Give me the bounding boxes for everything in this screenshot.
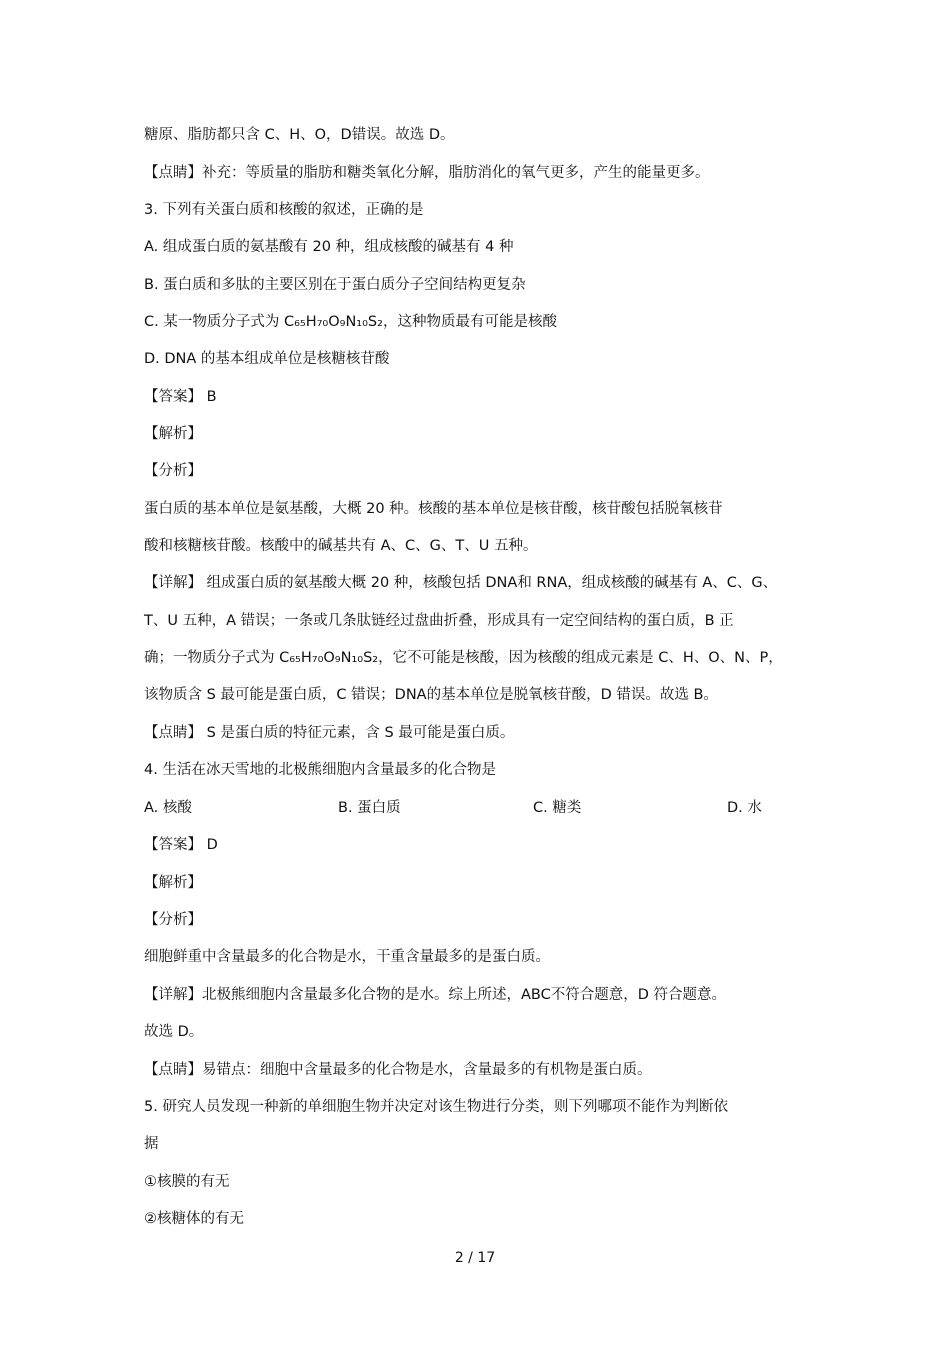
option-c: C. 糖类 — [533, 800, 582, 816]
text-line: 蛋白质的基本单位是氨基酸，大概 20 种。核酸的基本单位是核苷酸，核苷酸包括脱氧核苷 — [144, 501, 723, 517]
option-a: A. 核酸 — [144, 800, 192, 816]
option-c: C. 某一物质分子式为 C₆₅H₇₀O₉N₁₀S₂，这种物质最有可能是核酸 — [144, 314, 557, 330]
page-number: 2 / 17 — [454, 1250, 496, 1266]
list-item: ①核膜的有无 — [144, 1174, 230, 1190]
text-line: 确；一物质分子式为 C₆₅H₇₀O₉N₁₀S₂，它不可能是核酸，因为核酸的组成元素是 C、H、O、N、P， — [144, 650, 783, 666]
answer-line: 【答案】 D — [144, 837, 218, 853]
question-4-stem: 4. 生活在冰天雪地的北极熊细胞内含量最多的化合物是 — [144, 762, 496, 778]
answer-line: 【答案】 B — [144, 389, 217, 405]
option-b: B. 蛋白质 — [338, 800, 401, 816]
section-heading: 【分析】 — [144, 463, 202, 479]
question-3-stem: 3. 下列有关蛋白质和核酸的叙述，正确的是 — [144, 202, 424, 218]
text-line: 据 — [144, 1136, 159, 1152]
text-line: T、U 五种，A 错误；一条或几条肽链经过盘曲折叠，形成具有一定空间结构的蛋白质，B 正 — [144, 613, 734, 629]
text-line: 【详解】北极熊细胞内含量最多化合物的是水。综上所述，ABC不符合题意，D 符合题意。 — [144, 987, 727, 1003]
list-item: ②核糖体的有无 — [144, 1211, 244, 1227]
text-line: 该物质含 S 最可能是蛋白质，C 错误；DNA的基本单位是脱氧核苷酸，D 错误。故选 B。 — [144, 687, 718, 703]
option-a: A. 组成蛋白质的氨基酸有 20 种，组成核酸的碱基有 4 种 — [144, 239, 514, 255]
question-5-stem: 5. 研究人员发现一种新的单细胞生物并决定对该生物进行分类，则下列哪项不能作为判断依 — [144, 1099, 728, 1115]
text-line: 细胞鲜重中含量最多的化合物是水，干重含量最多的是蛋白质。 — [144, 949, 550, 965]
option-d: D. 水 — [727, 800, 762, 816]
text-line: 【点睛】 S 是蛋白质的特征元素，含 S 最可能是蛋白质。 — [144, 725, 515, 741]
text-line: 【详解】 组成蛋白质的氨基酸大概 20 种，核酸包括 DNA和 RNA，组成核酸的碱基有 A、C、G、 — [144, 575, 778, 591]
section-heading: 【分析】 — [144, 912, 202, 928]
section-heading: 【解析】 — [144, 875, 202, 891]
text-line: 【点睛】补充：等质量的脂肪和糖类氧化分解，脂肪消化的氧气更多，产生的能量更多。 — [144, 165, 710, 181]
text-line: 酸和核糖核苷酸。核酸中的碱基共有 A、C、G、T、U 五种。 — [144, 538, 538, 554]
option-d: D. DNA 的基本组成单位是核糖核苷酸 — [144, 351, 390, 367]
text-line: 故选 D。 — [144, 1024, 204, 1040]
text-line: 糖原、脂肪都只含 C、H、O，D错误。故选 D。 — [144, 127, 455, 143]
section-heading: 【解析】 — [144, 426, 202, 442]
text-line: 【点睛】易错点：细胞中含量最多的化合物是水，含量最多的有机物是蛋白质。 — [144, 1062, 652, 1078]
option-b: B. 蛋白质和多肽的主要区别在于蛋白质分子空间结构更复杂 — [144, 277, 526, 293]
